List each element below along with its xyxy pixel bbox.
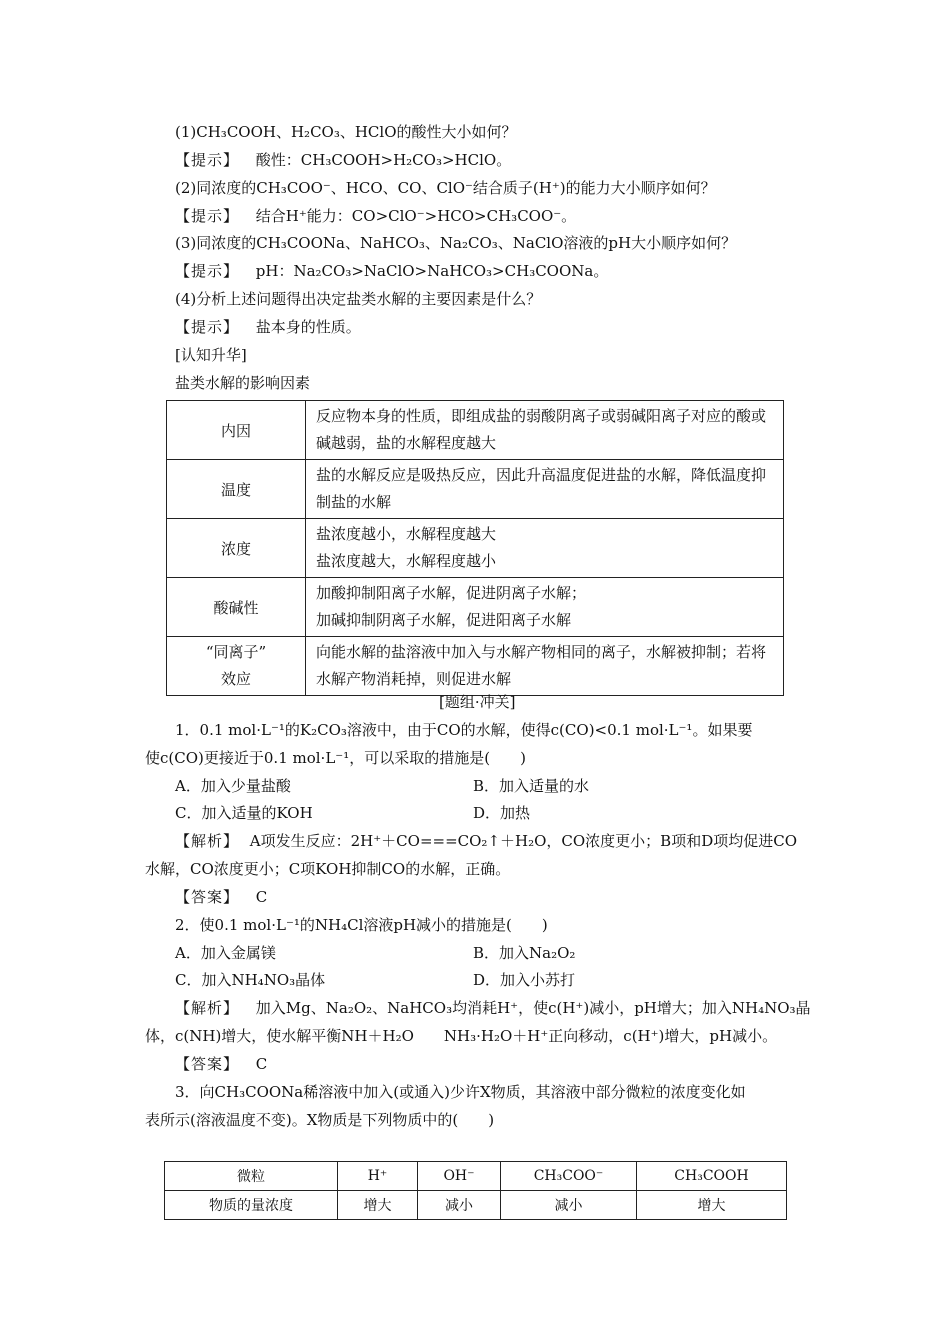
hint-tag: 【提示】 <box>175 151 240 169</box>
analysis-1 <box>175 831 797 851</box>
answer-tag: 【答案】 <box>175 1055 240 1073</box>
problem-2-stem: 2．使0.1 mol·L⁻¹的NH₄Cl溶液pH减小的措施是( ) <box>175 916 548 934</box>
hint-text: 结合H⁺能力：CO>ClO⁻>HCO>CH₃COO⁻。 <box>255 207 577 225</box>
table-header-row <box>165 1162 787 1191</box>
analysis-tag: 【解析】 <box>175 832 240 850</box>
hint-tag: 【提示】 <box>175 318 240 336</box>
answer-value: C <box>255 888 268 906</box>
analysis-1-cont: 水解，CO浓度更小；C项KOH抑制CO的水解，正确。 <box>145 860 511 878</box>
analysis-2 <box>175 998 811 1018</box>
factor-name: 温度 <box>167 460 306 519</box>
column-header: OH⁻ <box>418 1162 501 1191</box>
section-heading: [认知升华] <box>175 346 247 364</box>
hint-text: pH：Na₂CO₃>NaClO>NaHCO₃>CH₃COONa。 <box>255 262 609 280</box>
problem-1-stem: 1．0.1 mol·L⁻¹的K₂CO₃溶液中，由于CO的水解，使得c(CO)<0.1 mol·L⁻¹。如果要 <box>175 721 753 739</box>
problem-1-stem-cont: 使c(CO)更接近于0.1 mol·L⁻¹，可以采取的措施是( ) <box>145 749 526 767</box>
table-row <box>167 637 784 696</box>
concentration-change-table <box>164 1161 787 1220</box>
factor-name: “同离子” 效应 <box>167 637 306 696</box>
factor-name: 内因 <box>167 401 306 460</box>
analysis-text: 加入Mg、Na₂O₂、NaHCO₃均消耗H⁺，使c(H⁺)减小，pH增大；加入NH₄NO₃晶 <box>255 999 811 1017</box>
question-1: (1)CH₃COOH、H₂CO₃、HClO的酸性大小如何？ <box>175 123 517 141</box>
question-2: (2)同浓度的CH₃COO⁻、HCO、CO、ClO⁻结合质子(H⁺)的能力大小顺序如何？ <box>175 179 716 197</box>
option-d: D．加入小苏打 <box>473 971 576 989</box>
option-b: B．加入适量的水 <box>473 777 590 795</box>
hint-text: 盐本身的性质。 <box>255 318 361 336</box>
section-heading: [题组·冲关] <box>439 693 516 711</box>
column-header: CH₃COOH <box>637 1162 787 1191</box>
option-c: C．加入适量的KOH <box>175 804 313 822</box>
factor-description: 加酸抑制阳离子水解，促进阴离子水解； 加碱抑制阴离子水解，促进阳离子水解 <box>306 578 784 637</box>
factor-description: 反应物本身的性质，即组成盐的弱酸阴离子或弱碱阳离子对应的酸或碱越弱，盐的水解程度越大 <box>306 401 784 460</box>
table-cell: 增大 <box>637 1191 787 1220</box>
column-header: H⁺ <box>338 1162 418 1191</box>
table-cell: 物质的量浓度 <box>165 1191 338 1220</box>
answer-1 <box>175 887 267 907</box>
analysis-2-cont: 体，c(NH)增大，使水解平衡NH＋H₂O NH₃·H₂O＋H⁺正向移动，c(H⁺)增大，pH减小。 <box>145 1027 778 1045</box>
option-b: B．加入Na₂O₂ <box>473 944 576 962</box>
table-caption: 盐类水解的影响因素 <box>175 374 311 392</box>
answer-tag: 【答案】 <box>175 888 240 906</box>
column-header: 微粒 <box>165 1162 338 1191</box>
table-row <box>167 401 784 460</box>
question-4: (4)分析上述问题得出决定盐类水解的主要因素是什么？ <box>175 290 542 308</box>
analysis-text: A项发生反应：2H⁺＋CO===CO₂↑＋H₂O，CO浓度更小；B项和D项均促进CO <box>249 832 797 850</box>
table-row <box>167 519 784 578</box>
hint-2 <box>175 206 576 226</box>
problem-3-stem-cont: 表所示(溶液温度不变)。X物质是下列物质中的( ) <box>145 1111 495 1129</box>
table-cell: 增大 <box>338 1191 418 1220</box>
column-header: CH₃COO⁻ <box>501 1162 637 1191</box>
option-c: C．加入NH₄NO₃晶体 <box>175 971 326 989</box>
option-a: A．加入少量盐酸 <box>175 777 291 795</box>
option-a: A．加入金属镁 <box>175 944 276 962</box>
table-row <box>165 1191 787 1220</box>
hint-text: 酸性：CH₃COOH>H₂CO₃>HClO。 <box>255 151 512 169</box>
factor-name: 酸碱性 <box>167 578 306 637</box>
answer-2 <box>175 1054 267 1074</box>
factor-description: 向能水解的盐溶液中加入与水解产物相同的离子，水解被抑制；若将水解产物消耗掉，则促进水解 <box>306 637 784 696</box>
analysis-tag: 【解析】 <box>175 999 240 1017</box>
table-row <box>167 460 784 519</box>
hint-tag: 【提示】 <box>175 207 240 225</box>
table-cell: 减小 <box>418 1191 501 1220</box>
factor-description: 盐的水解反应是吸热反应，因此升高温度促进盐的水解，降低温度抑制盐的水解 <box>306 460 784 519</box>
hint-4 <box>175 317 361 337</box>
answer-value: C <box>255 1055 268 1073</box>
factor-name: 浓度 <box>167 519 306 578</box>
factor-description: 盐浓度越小，水解程度越大 盐浓度越大，水解程度越小 <box>306 519 784 578</box>
hint-1 <box>175 150 511 170</box>
problem-3-stem: 3．向CH₃COONa稀溶液中加入(或通入)少许X物质，其溶液中部分微粒的浓度变化如 <box>175 1083 746 1101</box>
question-3: (3)同浓度的CH₃COONa、NaHCO₃、Na₂CO₃、NaClO溶液的pH大小顺序如何？ <box>175 234 737 252</box>
table-row <box>167 578 784 637</box>
table-cell: 减小 <box>501 1191 637 1220</box>
hint-tag: 【提示】 <box>175 262 240 280</box>
hint-3 <box>175 261 608 281</box>
option-d: D．加热 <box>473 804 531 822</box>
factors-table <box>166 400 784 696</box>
